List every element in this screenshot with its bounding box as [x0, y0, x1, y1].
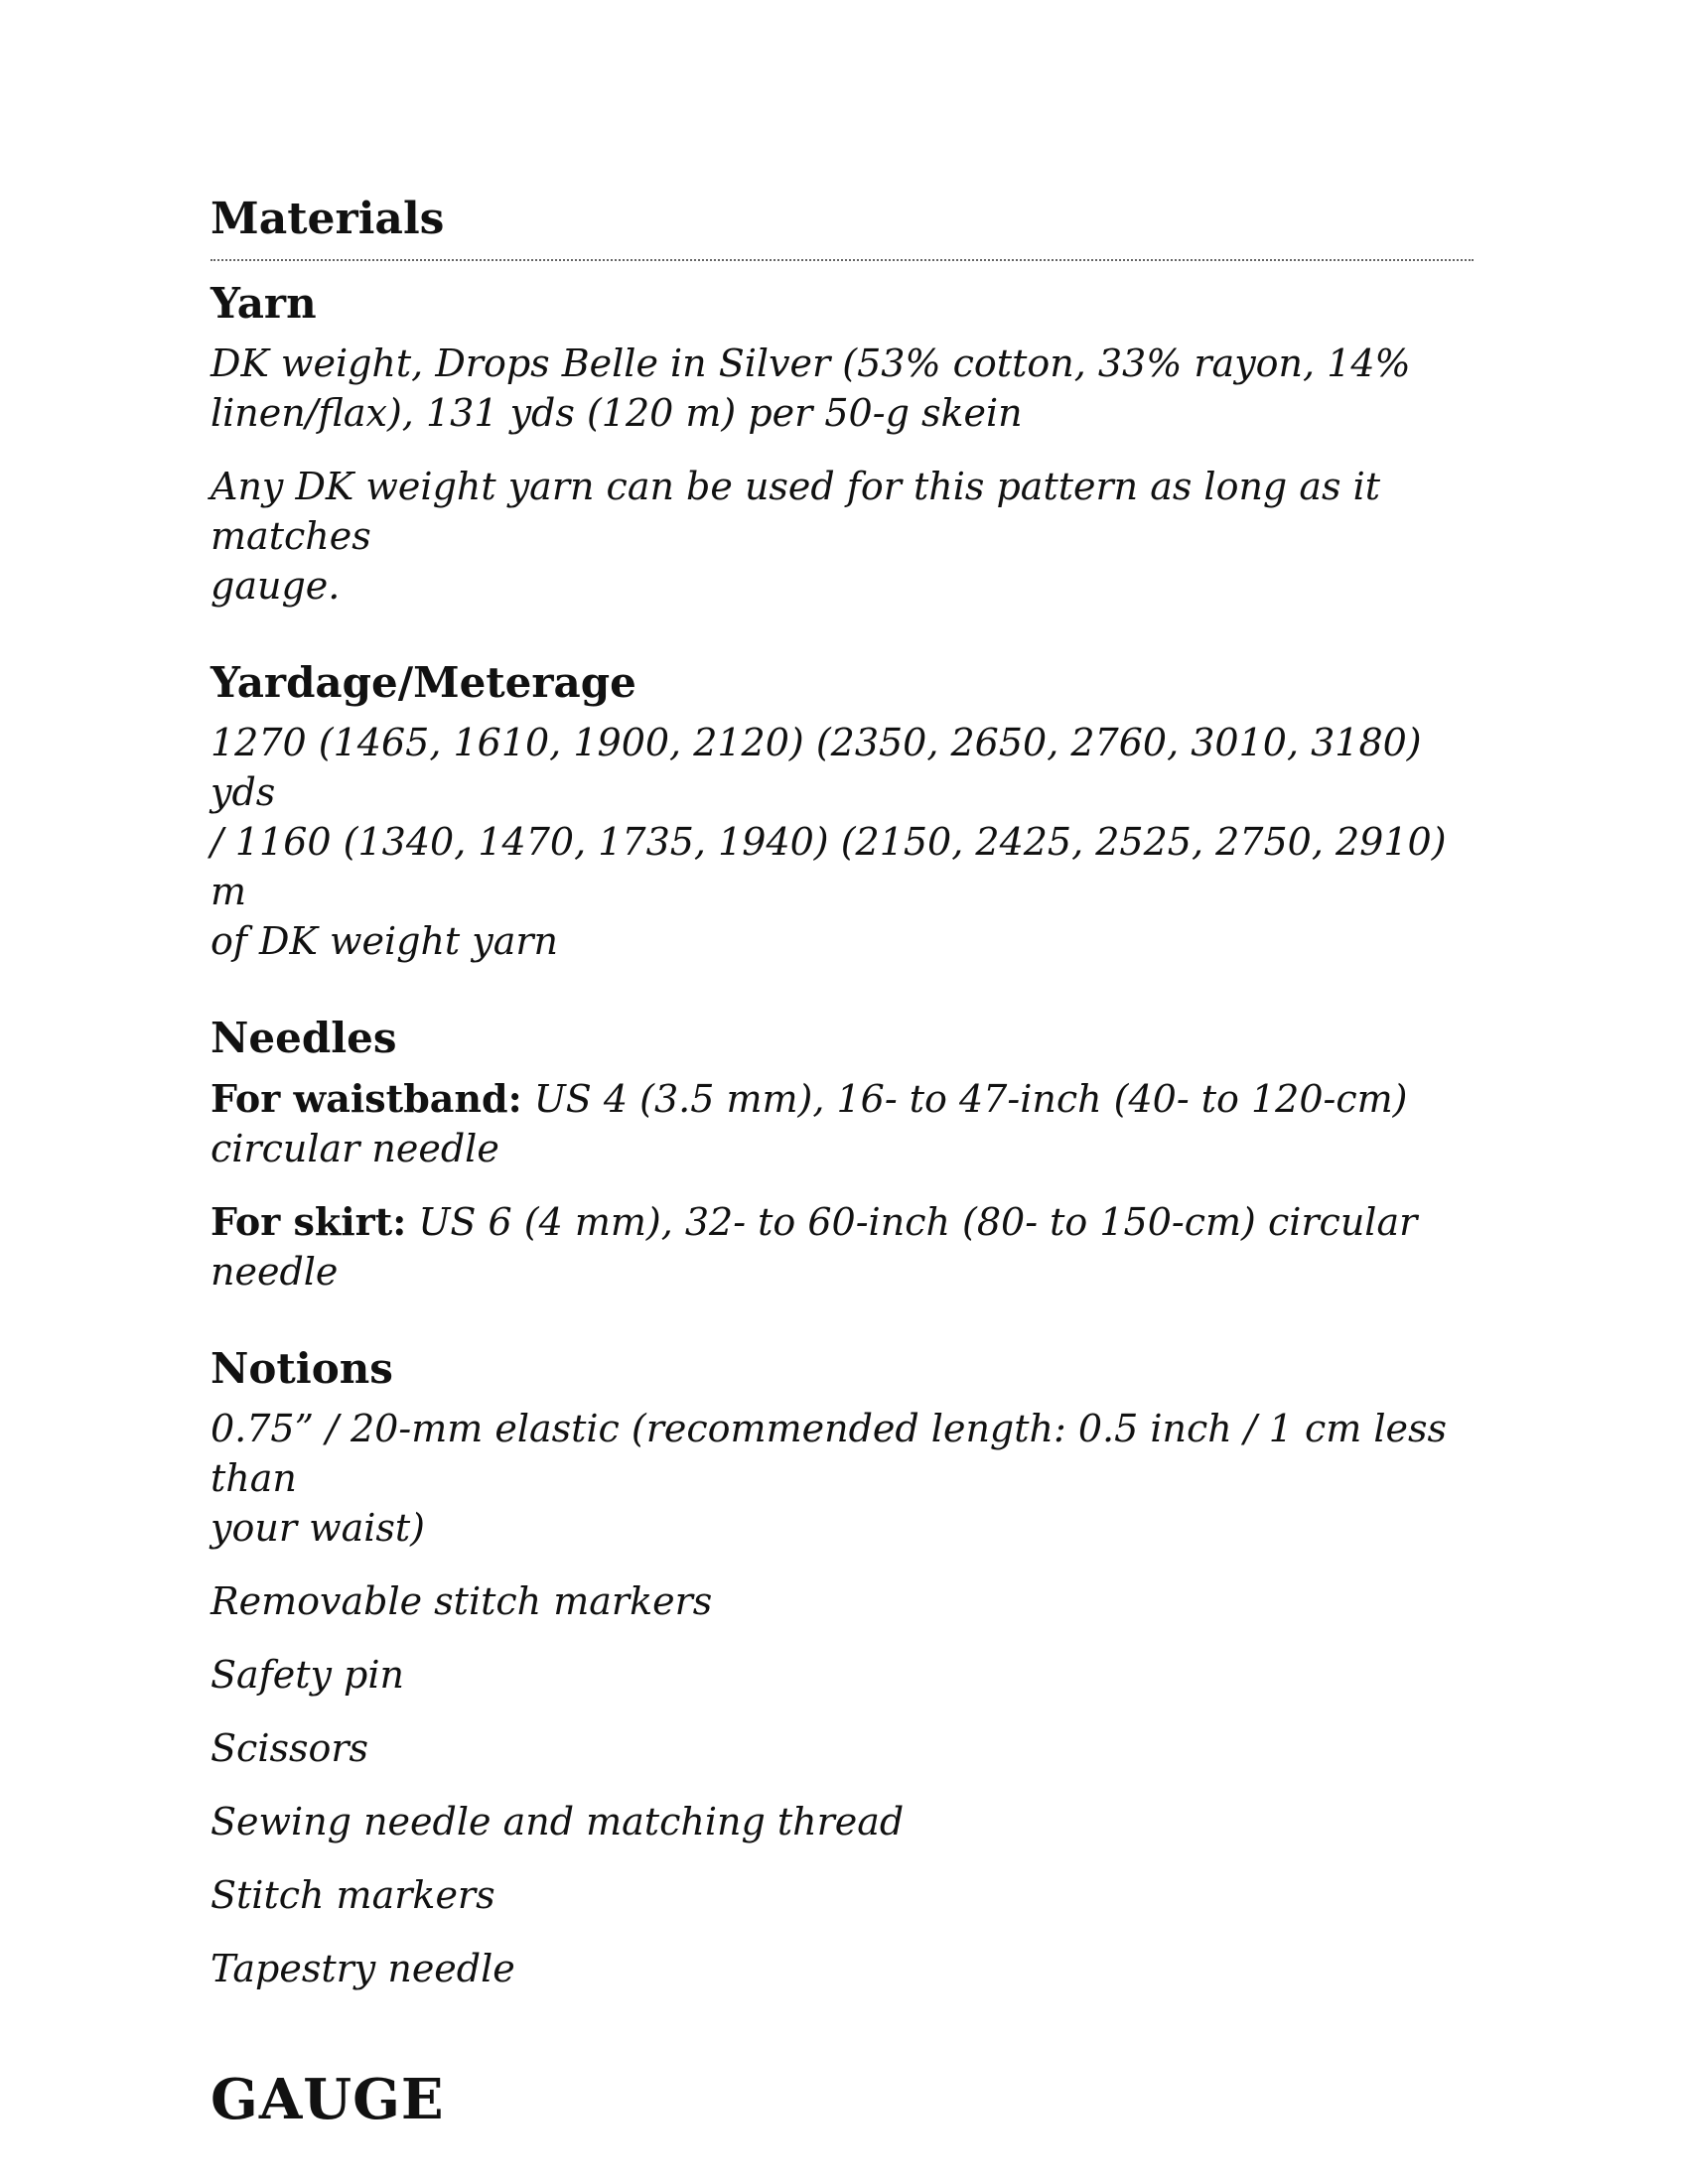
yardage-section — [211, 658, 1474, 966]
notion-item: Removable stitch markers — [211, 1579, 713, 1624]
materials-title: Materials — [211, 194, 445, 244]
notion-item: Safety pin — [211, 1653, 405, 1698]
skirt-value: US 6 (4 mm), 32- to 60-inch (80- to 150-cm) circular needle — [211, 1199, 1418, 1294]
yarn-description-line: DK weight, Drops Belle in Silver (53% cotton, 33% rayon, 14% — [211, 341, 1411, 385]
skirt-needle — [211, 1197, 1474, 1297]
notion-item: Sewing needle and matching thread — [211, 1800, 905, 1844]
waistband-needle — [211, 1074, 1474, 1124]
yarn-description-line: linen/flax), 131 yds (120 m) per 50-g skein — [211, 390, 1023, 435]
yarn-substitution-note: Any DK weight yarn can be used for this pattern as long as it matches — [211, 464, 1380, 558]
gauge-title: GAUGE — [211, 2067, 445, 2133]
notion-item: Scissors — [211, 1726, 369, 1771]
yardage-line: of DK weight yarn — [211, 919, 559, 964]
needles-section — [211, 1014, 1474, 1296]
notions-heading: Notions — [211, 1343, 393, 1393]
elastic-item: your waist) — [211, 1506, 425, 1551]
elastic-item: 0.75” / 20-mm elastic (recommended length: 0.5 inch / 1 cm less than — [211, 1407, 1448, 1501]
skirt-label: For skirt: — [211, 1198, 407, 1244]
waistband-label: For waistband: — [211, 1075, 522, 1121]
materials-page — [211, 195, 1474, 2133]
yardage-heading: Yardage/Meterage — [211, 657, 636, 707]
section-divider — [211, 259, 1474, 261]
waistband-needle-cont: circular needle — [211, 1126, 499, 1170]
yarn-section — [211, 279, 1474, 611]
yarn-heading: Yarn — [211, 278, 317, 328]
notions-section — [211, 1344, 1474, 1993]
waistband-value: US 4 (3.5 mm), 16- to 47-inch (40- to 120-cm) — [521, 1076, 1408, 1121]
yardage-line: / 1160 (1340, 1470, 1735, 1940) (2150, 2425, 2525, 2750, 2910) m — [211, 820, 1447, 914]
needles-heading: Needles — [211, 1014, 397, 1063]
yardage-line: 1270 (1465, 1610, 1900, 2120) (2350, 2650, 2760, 3010, 3180) yds — [211, 721, 1422, 815]
notion-item: Stitch markers — [211, 1873, 495, 1918]
yarn-substitution-note: gauge. — [211, 563, 341, 608]
notion-item: Tapestry needle — [211, 1947, 515, 1991]
